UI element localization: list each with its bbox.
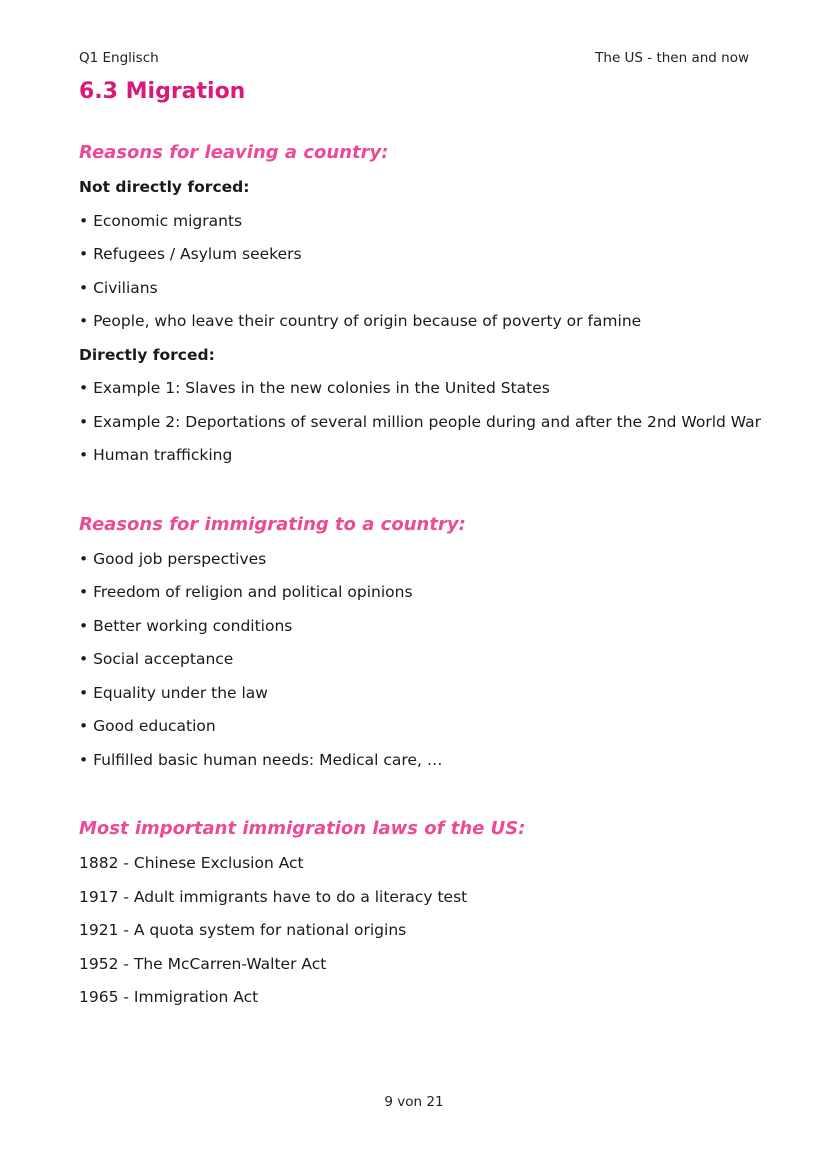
section-heading-leaving: Reasons for leaving a country:: [79, 142, 389, 163]
section-gap: [79, 782, 759, 816]
list-item: • Fulfilled basic human needs: Medical care, …: [79, 750, 443, 769]
list-item: 1882 - Chinese Exclusion Act: [79, 854, 304, 872]
list-item: • Good education: [79, 717, 216, 735]
section-heading-laws: Most important immigration laws of the US:: [79, 818, 526, 839]
list-item: • Human trafficking: [79, 446, 233, 464]
document-content: [79, 140, 759, 1020]
list-item: • Example 1: Slaves in the new colonies in the United States: [79, 379, 550, 397]
list-item: • Freedom of religion and political opinions: [79, 583, 413, 601]
list-item: • Good job perspectives: [79, 549, 267, 568]
section-heading-immigrating: Reasons for immigrating to a country:: [79, 513, 466, 535]
header-course: Q1 Englisch: [79, 50, 159, 66]
list-item: • Civilians: [79, 278, 158, 297]
list-item: 1921 - A quota system for national origins: [79, 921, 407, 939]
page-number: 9 von 21: [384, 1094, 444, 1110]
list-item: • Economic migrants: [79, 211, 243, 230]
list-item: 1965 - Immigration Act: [79, 988, 259, 1006]
section-gap: [79, 478, 759, 512]
list-item: 1952 - The McCarren-Walter Act: [79, 954, 327, 973]
list-item: 1917 - Adult immigrants have to do a literacy test: [79, 887, 468, 906]
list-item: • Refugees / Asylum seekers: [79, 245, 302, 263]
header-topic: The US - then and now: [595, 50, 749, 66]
list-item: • People, who leave their country of origin because of poverty or famine: [79, 312, 642, 330]
list-item: • Equality under the law: [79, 683, 268, 702]
subheading-not-forced: Not directly forced:: [79, 178, 250, 196]
list-item: • Better working conditions: [79, 616, 293, 635]
list-item: • Social acceptance: [79, 650, 234, 668]
list-item: • Example 2: Deportations of several million people during and after the 2nd World War: [79, 412, 761, 431]
page-title: 6.3 Migration: [79, 79, 246, 104]
subheading-forced: Directly forced:: [79, 345, 215, 364]
